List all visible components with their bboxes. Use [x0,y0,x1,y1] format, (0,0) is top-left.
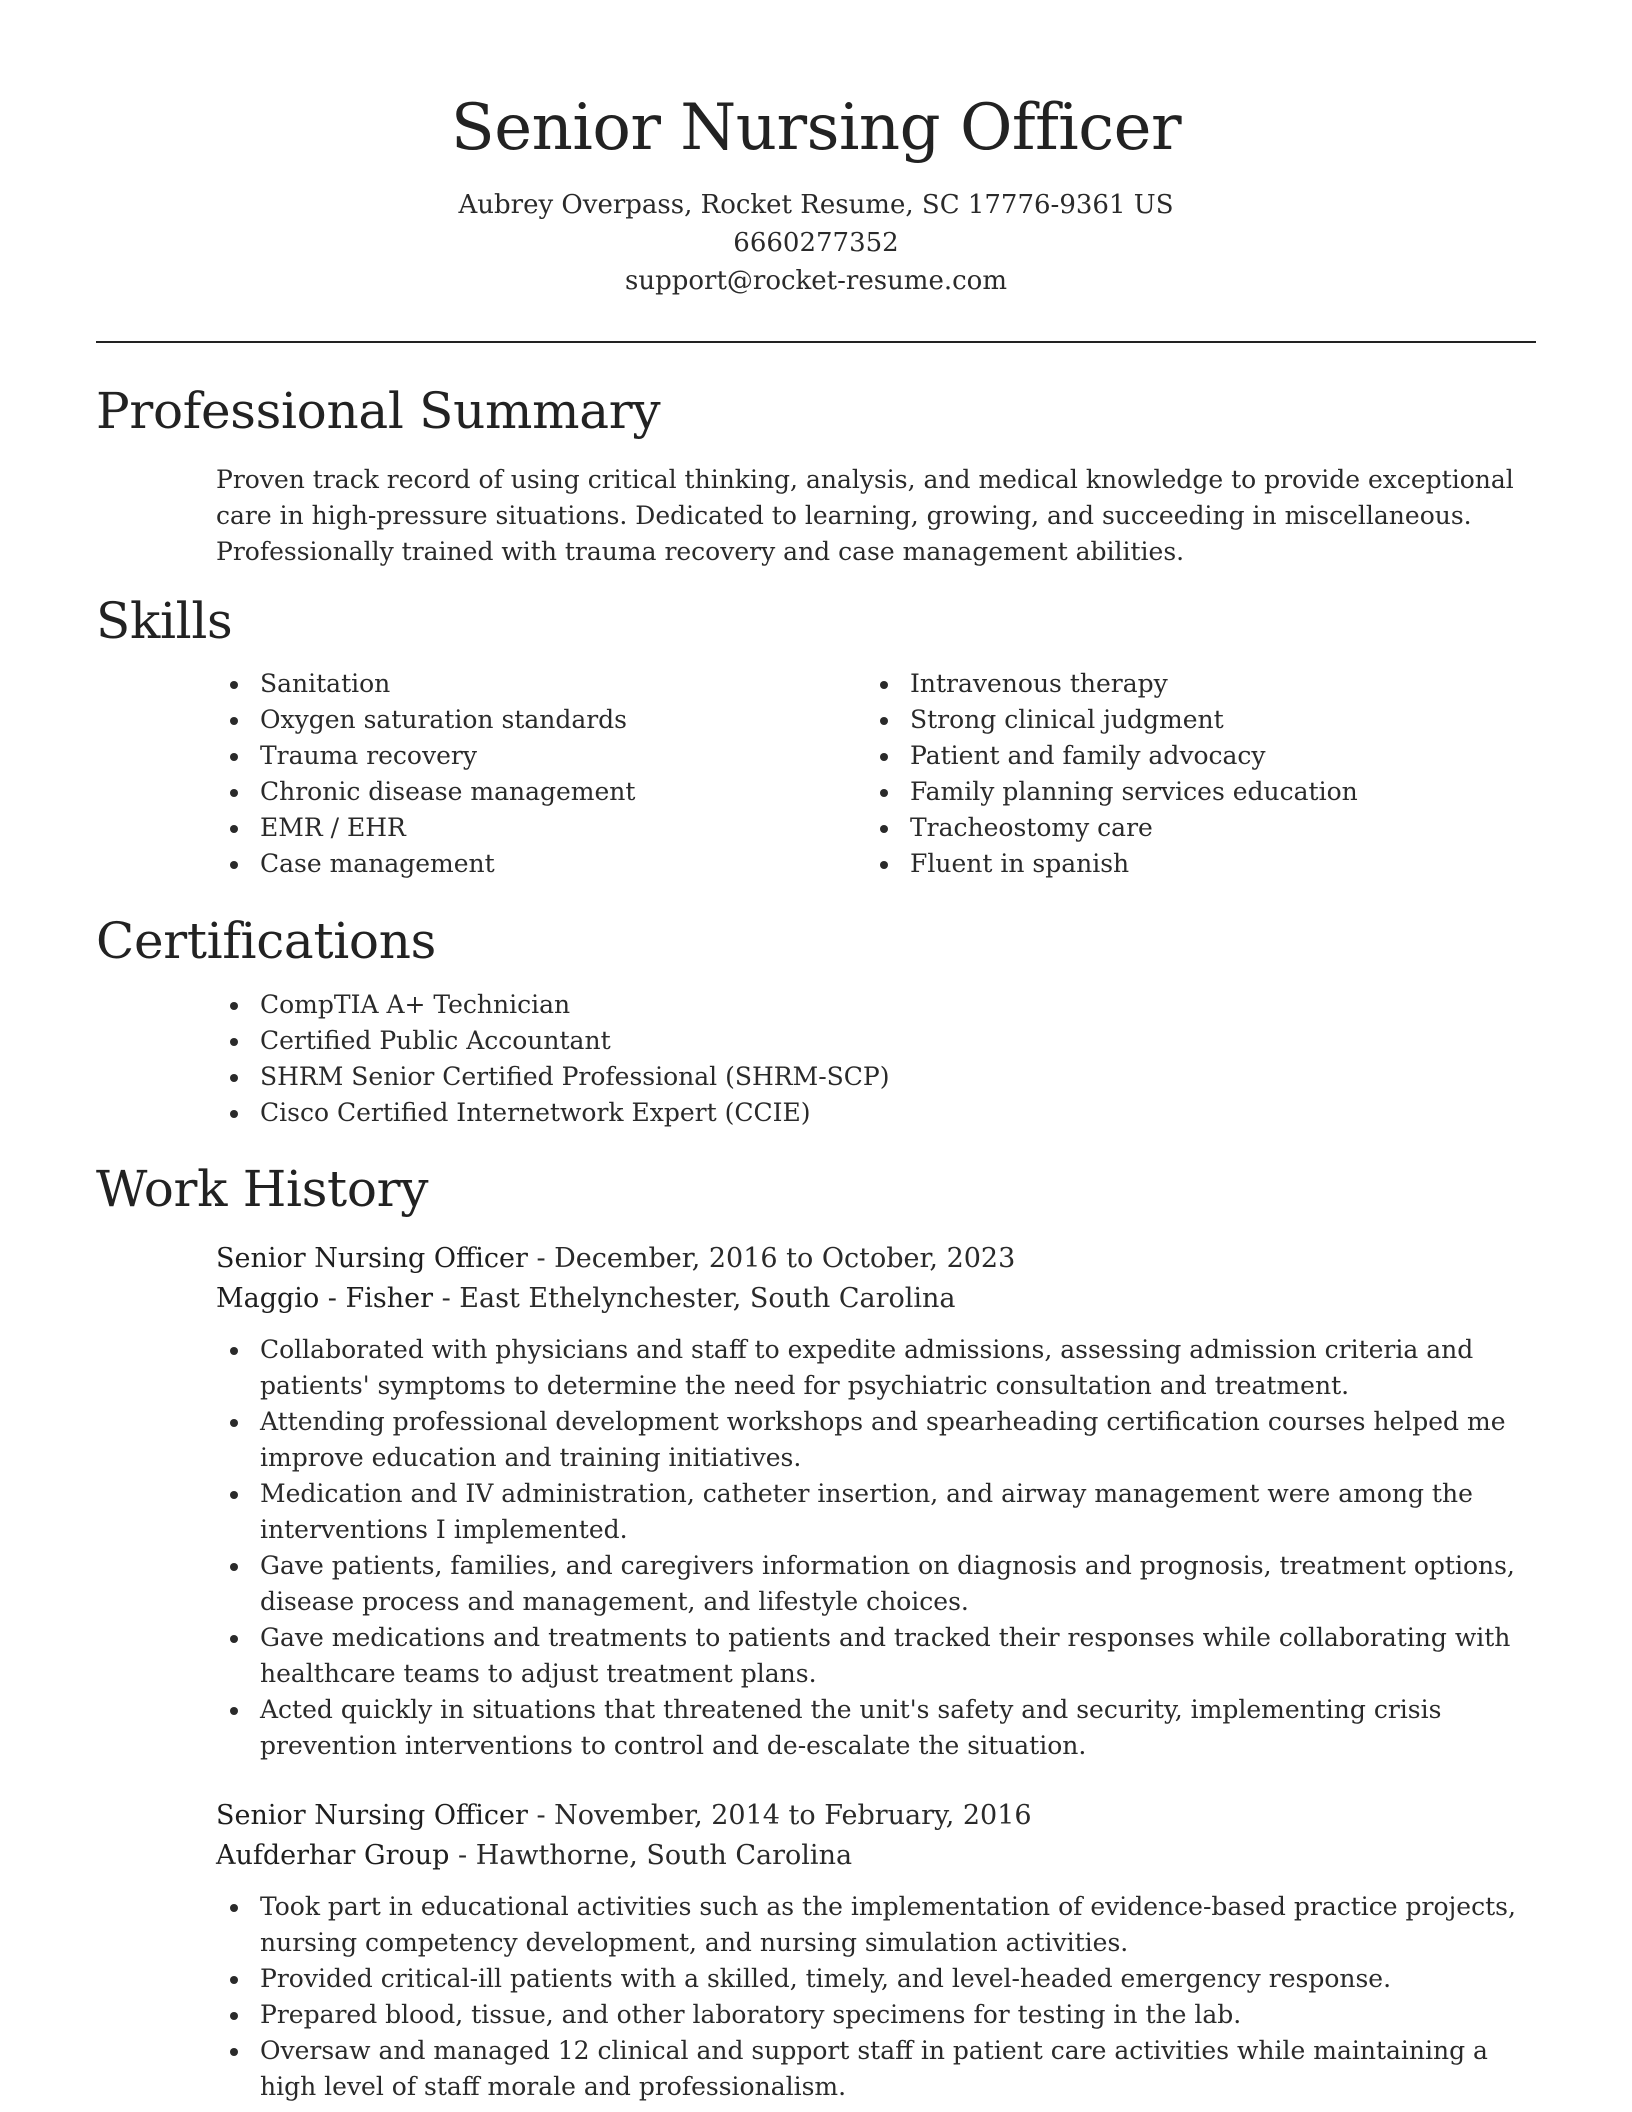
list-item [216,774,836,810]
duty-text: Collaborated with physicians and staff to expedite admissions, assessing admission criteria and patients' symptoms to determine the need for psychiatric consultation and treatment. [260,1335,1474,1400]
duty-text: Oversaw and managed 12 clinical and support staff in patient care activities while maintaining a high level of staff morale and professionalism. [260,2036,1488,2101]
contact-phone: 6660277352 [733,228,899,258]
list-item [216,1548,1536,1620]
list-item [216,666,836,702]
skill-text: Chronic disease management [260,777,636,806]
bullet-dot [880,717,888,725]
job-title-line [216,1796,1032,1836]
skill-text: Sanitation [260,669,391,698]
bullet-dot [230,1074,238,1082]
list-item [866,666,1536,702]
bullet-dot [230,1347,238,1355]
list-item [216,1476,1536,1548]
duty-text: Acted quickly in situations that threatened the unit's safety and security, implementing crisis prevention interventions to control and de-escalate the situation. [260,1695,1442,1760]
bullet-dot [230,1110,238,1118]
list-item [866,774,1536,810]
certification-text: CompTIA A+ Technician [260,990,571,1019]
list-item [216,1692,1536,1764]
skill-text: Trauma recovery [260,741,477,770]
job-title: Senior Nursing Officer [216,1243,528,1274]
list-item [216,738,836,774]
duty-text: Provided critical-ill patients with a skilled, timely, and level-headed emergency response. [260,1964,1392,1993]
list-item [216,1059,1536,1095]
skill-text: Fluent in spanish [910,849,1130,878]
work-history-heading: Work History [96,1160,429,1218]
duty-text: Gave patients, families, and caregivers information on diagnosis and prognosis, treatment options, disease process and management, and lifestyle choices. [260,1551,1515,1616]
list-item [216,1095,1536,1131]
job-title: Senior Nursing Officer [216,1800,528,1831]
job-company: Aufderhar Group [216,1840,450,1871]
bullet-dot [230,825,238,833]
bullet-dot [880,753,888,761]
job-location: - Hawthorne, South Carolina [449,1840,853,1871]
bullet-dot [230,1491,238,1499]
bullet-dot [230,789,238,797]
list-item [216,1332,1536,1404]
contact-email: support@rocket-resume.com [624,266,1007,296]
bullet-dot [880,861,888,869]
resume-name: Senior Nursing Officer [450,91,1182,165]
duty-text: Prepared blood, tissue, and other laboratory specimens for testing in the lab. [260,2000,1242,2029]
bullet-dot [230,1563,238,1571]
list-item [216,1889,1536,1961]
summary-text: Proven track record of using critical thinking, analysis, and medical knowledge to provide exceptional care in high-pressure situations. Dedicated to learning, growing, and succeeding in miscellaneous. Professionally trained with trauma recovery and case management abilities. [216,465,1514,566]
bullet-dot [230,717,238,725]
skill-text: Family planning services education [910,777,1358,806]
list-item [216,987,1536,1023]
skill-text: Oxygen saturation standards [260,705,628,734]
certification-text: Cisco Certified Internetwork Expert (CCIE) [260,1098,811,1127]
skill-text: Patient and family advocacy [910,741,1266,770]
certification-text: Certified Public Accountant [260,1026,611,1055]
bullet-dot [230,1002,238,1010]
list-item [216,810,836,846]
bullet-dot [230,1707,238,1715]
bullet-dot [230,1904,238,1912]
bullet-dot [880,789,888,797]
job-dates: - November, 2014 to February, 2016 [527,1800,1032,1831]
job-company: Maggio - Fisher [216,1283,433,1314]
bullet-dot [230,681,238,689]
bullet-dot [230,1635,238,1643]
list-item [216,1023,1536,1059]
bullet-dot [230,1419,238,1427]
bullet-dot [230,2048,238,2056]
skill-text: Strong clinical judgment [910,705,1224,734]
skills-heading: Skills [96,592,233,650]
contact-address: Aubrey Overpass, Rocket Resume, SC 17776-9361 US [458,190,1174,220]
skill-text: EMR / EHR [260,813,406,842]
job-title-line [216,1239,1015,1279]
skills-list-right [866,666,1536,882]
list-item [216,1404,1536,1476]
bullet-dot [230,861,238,869]
duty-text: Gave medications and treatments to patients and tracked their responses while collaborating with healthcare teams to adjust treatment plans. [260,1623,1511,1688]
skill-text: Case management [260,849,495,878]
list-item [216,2033,1536,2105]
bullet-dot [230,1976,238,1984]
resume-header [96,84,1536,300]
job-dates: - December, 2016 to October, 2023 [527,1243,1016,1274]
duty-text: Attending professional development workshops and spearheading certification courses helped me improve education and training initiatives. [260,1407,1506,1472]
bullet-dot [230,2012,238,2020]
certifications-heading: Certifications [96,912,436,970]
list-item [866,702,1536,738]
skills-list-left [216,666,836,882]
job-company-line [216,1279,956,1319]
duty-text: Medication and IV administration, catheter insertion, and airway management were among the interventions I implemented. [260,1479,1473,1544]
job-duties-list [216,1889,1536,2105]
bullet-dot [230,753,238,761]
duty-text: Took part in educational activities such as the implementation of evidence-based practice projects, nursing competency development, and nursing simulation activities. [260,1892,1516,1957]
job-company-line [216,1836,852,1876]
bullet-dot [230,1038,238,1046]
list-item [216,1961,1536,1997]
list-item [216,846,836,882]
skill-text: Intravenous therapy [910,669,1168,698]
certifications-list [216,987,1536,1131]
list-item [216,1620,1536,1692]
header-divider [96,341,1536,343]
certification-text: SHRM Senior Certified Professional (SHRM-SCP) [260,1062,890,1091]
list-item [866,846,1536,882]
job-location: - East Ethelynchester, South Carolina [433,1283,956,1314]
list-item [866,738,1536,774]
bullet-dot [880,825,888,833]
bullet-dot [880,681,888,689]
summary-heading: Professional Summary [96,382,661,440]
list-item [216,702,836,738]
list-item [216,1997,1536,2033]
list-item [866,810,1536,846]
skill-text: Tracheostomy care [910,813,1153,842]
job-duties-list [216,1332,1536,1764]
